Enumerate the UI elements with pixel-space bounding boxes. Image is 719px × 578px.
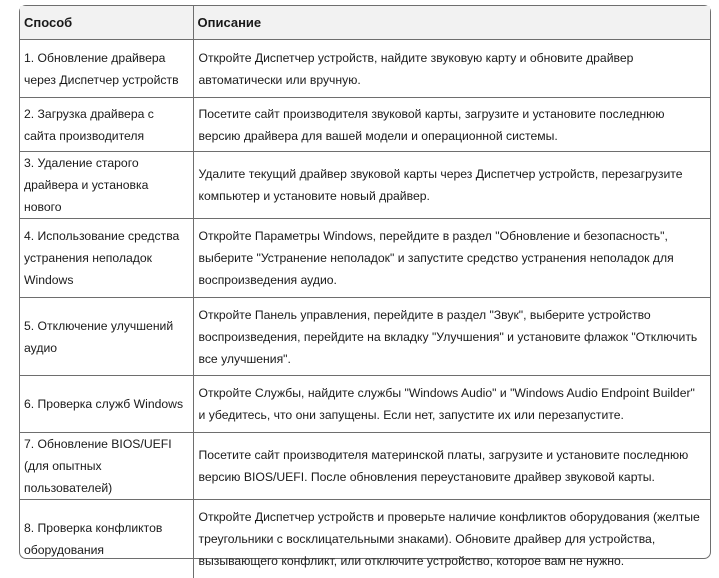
methods-table [19, 5, 711, 559]
description-cell: Откройте Службы, найдите службы "Windows Audio" и "Windows Audio Endpoint Builder" и убедитесь, что они запущены. Если нет, запустите их или перезапустите. [193, 376, 710, 433]
column-header-description: Описание [193, 6, 710, 40]
table-row [20, 376, 710, 433]
description-cell: Удалите текущий драйвер звуковой карты через Диспетчер устройств, перезагрузите компьютер и установите новый драйвер. [193, 152, 710, 219]
table-header-row [20, 6, 710, 40]
description-cell: Откройте Параметры Windows, перейдите в раздел "Обновление и безопасность", выберите "Устранение неполадок" и запустите средство устранения неполадок для воспроизведения аудио. [193, 219, 710, 298]
method-cell: 4. Использование средства устранения неполадок Windows [20, 219, 193, 298]
table-row [20, 298, 710, 376]
column-header-method: Способ [20, 6, 193, 40]
method-cell: 5. Отключение улучшений аудио [20, 298, 193, 376]
description-cell: Посетите сайт производителя материнской платы, загрузите и установите последнюю версию BIOS/UEFI. После обновления переустановите драйвер звуковой карты. [193, 433, 710, 500]
table-row [20, 40, 710, 98]
description-cell: Откройте Диспетчер устройств и проверьте наличие конфликтов оборудования (желтые треугольники с восклицательными знаками). Обновите драйвер для устройства, вызывающего конфликт, или отключите устройство, которое вам не нужно. [193, 500, 710, 578]
table-row [20, 433, 710, 500]
method-cell: 6. Проверка служб Windows [20, 376, 193, 433]
method-cell: 8. Проверка конфликтов оборудования [20, 500, 193, 578]
description-cell: Откройте Диспетчер устройств, найдите звуковую карту и обновите драйвер автоматически или вручную. [193, 40, 710, 98]
method-cell: 1. Обновление драйвера через Диспетчер устройств [20, 40, 193, 98]
description-cell: Откройте Панель управления, перейдите в раздел "Звук", выберите устройство воспроизведения, перейдите на вкладку "Улучшения" и установите флажок "Отключить все улучшения". [193, 298, 710, 376]
method-cell: 3. Удаление старого драйвера и установка нового [20, 152, 193, 219]
table-row [20, 152, 710, 219]
table-row [20, 500, 710, 578]
table-row [20, 219, 710, 298]
table-row [20, 98, 710, 152]
table-grid [20, 6, 710, 578]
method-cell: 2. Загрузка драйвера с сайта производителя [20, 98, 193, 152]
method-cell: 7. Обновление BIOS/UEFI (для опытных пользователей) [20, 433, 193, 500]
description-cell: Посетите сайт производителя звуковой карты, загрузите и установите последнюю версию драйвера для вашей модели и операционной системы. [193, 98, 710, 152]
